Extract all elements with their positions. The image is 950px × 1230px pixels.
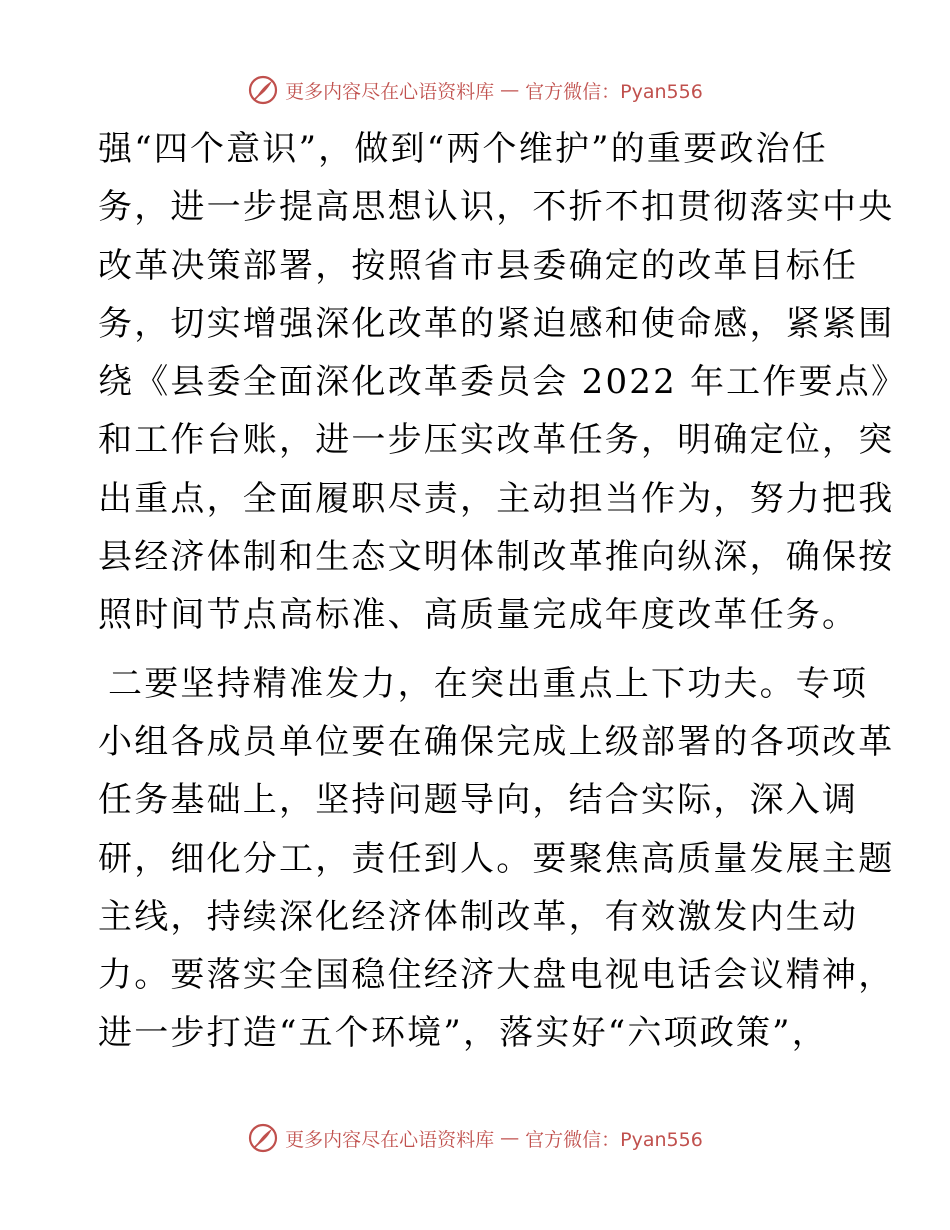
- text-line: 二要坚持精准发力，在突出重点上下功夫。专项: [108, 663, 869, 704]
- paragraph-1: [98, 120, 908, 645]
- text-line: 力。要落实全国稳住经济大盘电视电话会议精神，: [98, 955, 895, 996]
- footer-banner: [0, 1118, 950, 1158]
- text-line: 研，细化分工，责任到人。要聚焦高质量发展主题: [98, 838, 895, 879]
- banner-wechat: 官方微信：Pyan556: [525, 80, 703, 103]
- text-line: 照时间节点高标准、高质量完成年度改革任务。: [98, 595, 859, 636]
- banner-content: [247, 74, 703, 106]
- text-line: 进一步打造“五个环境”，落实好“六项政策”，: [98, 1013, 828, 1054]
- text-line: 县经济体制和生态文明体制改革推向纵深，确保按: [98, 537, 895, 578]
- text-line: 和工作台账，进一步压实改革任务，明确定位，突: [98, 420, 895, 461]
- banner-separator: —: [500, 79, 520, 101]
- banner-separator: —: [500, 1127, 520, 1149]
- text-line: 小组各成员单位要在确保完成上级部署的各项改革: [98, 721, 895, 762]
- text-line: 任务基础上，坚持问题导向，结合实际，深入调: [98, 780, 859, 821]
- text-line: 务，切实增强深化改革的紧迫感和使命感，紧紧围: [98, 303, 895, 344]
- feather-pen-logo-icon: [247, 74, 279, 106]
- text-line: 主线，持续深化经济体制改革，有效激发内生动: [98, 896, 859, 937]
- text-line: 务，进一步提高思想认识，不折不扣贯彻落实中央: [98, 187, 895, 228]
- text-line: 改革决策部署，按照省市县委确定的改革目标任: [98, 245, 859, 286]
- header-banner: [0, 70, 950, 110]
- banner-content: [247, 1122, 703, 1154]
- document-body: [98, 120, 908, 1063]
- paragraph-2: [98, 655, 895, 1063]
- text-line: 强“四个意识”，做到“两个维护”的重要政治任: [98, 129, 828, 169]
- banner-text: 更多内容尽在心语资料库: [285, 80, 495, 103]
- text-line: 绕《县委全面深化改革委员会 2022 年工作要点》: [98, 362, 908, 403]
- paragraph-gap: [98, 645, 850, 655]
- feather-pen-logo-icon: [247, 1122, 279, 1154]
- text-line: 出重点，全面履职尽责，主动担当作为，努力把我: [98, 478, 895, 519]
- banner-text: 更多内容尽在心语资料库: [285, 1128, 495, 1151]
- banner-wechat: 官方微信：Pyan556: [525, 1128, 703, 1151]
